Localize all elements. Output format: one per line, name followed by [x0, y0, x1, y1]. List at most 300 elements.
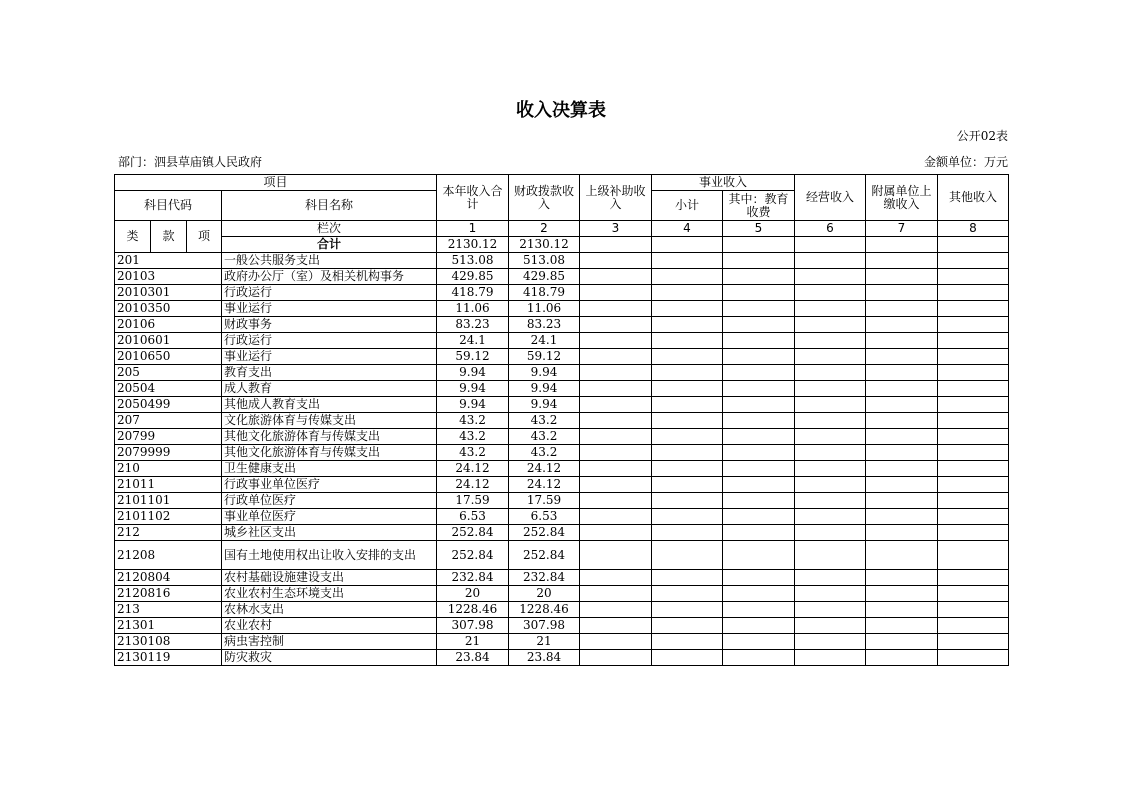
subject-name: 城乡社区支出: [222, 525, 437, 541]
empty-cell: [938, 586, 1009, 602]
subject-name: 卫生健康支出: [222, 461, 437, 477]
empty-cell: [938, 570, 1009, 586]
empty-cell: [580, 333, 652, 349]
empty-cell: [938, 634, 1009, 650]
table-row: [115, 461, 1009, 477]
subject-name: 文化旅游体育与传媒支出: [222, 413, 437, 429]
subject-code: 212: [115, 525, 222, 541]
header-lei: 类: [115, 221, 151, 253]
empty-cell: [938, 333, 1009, 349]
subject-name: 政府办公厅（室）及相关机构事务: [222, 269, 437, 285]
subject-name: 其他成人教育支出: [222, 397, 437, 413]
empty-cell: [580, 413, 652, 429]
empty-cell: [723, 650, 795, 666]
fiscal-cell: 9.94: [509, 397, 580, 413]
empty-cell: [866, 301, 938, 317]
empty-cell: [580, 269, 652, 285]
header-business: 事业收入: [652, 175, 795, 191]
subject-code: 20504: [115, 381, 222, 397]
empty-cell: [795, 618, 866, 634]
empty-cell: [795, 429, 866, 445]
empty-cell: [866, 269, 938, 285]
table-row: [115, 525, 1009, 541]
total-income-cell: 418.79: [437, 285, 509, 301]
empty-cell: [580, 477, 652, 493]
empty-cell: [580, 317, 652, 333]
empty-cell: [866, 445, 938, 461]
subject-name: 成人教育: [222, 381, 437, 397]
empty-cell: [795, 349, 866, 365]
empty-cell: [866, 525, 938, 541]
total-income-cell: 17.59: [437, 493, 509, 509]
fiscal-cell: 1228.46: [509, 602, 580, 618]
empty-cell: [866, 317, 938, 333]
empty-cell: [652, 269, 723, 285]
empty-cell: [795, 650, 866, 666]
empty-cell: [866, 381, 938, 397]
table-row: [115, 634, 1009, 650]
empty-cell: [723, 349, 795, 365]
empty-cell: [723, 301, 795, 317]
fiscal-cell: 83.23: [509, 317, 580, 333]
fiscal-cell: 252.84: [509, 541, 580, 570]
empty-cell: [795, 586, 866, 602]
empty-cell: [580, 397, 652, 413]
empty-cell: [723, 429, 795, 445]
empty-cell: [795, 365, 866, 381]
header-total-income: 本年收入合计: [437, 175, 509, 221]
empty-cell: [652, 381, 723, 397]
empty-cell: [866, 461, 938, 477]
total-income-cell: 24.12: [437, 477, 509, 493]
empty-cell: [938, 413, 1009, 429]
empty-cell: [938, 602, 1009, 618]
header-project: 项目: [115, 175, 437, 191]
empty-cell: [866, 541, 938, 570]
fiscal-cell: 232.84: [509, 570, 580, 586]
table-row: [115, 253, 1009, 269]
empty-cell: [938, 618, 1009, 634]
header-operating: 经营收入: [795, 175, 866, 221]
empty-cell: [723, 317, 795, 333]
empty-cell: [580, 301, 652, 317]
total-income-cell: 21: [437, 634, 509, 650]
empty-cell: [652, 349, 723, 365]
empty-cell: [795, 333, 866, 349]
empty-cell: [938, 509, 1009, 525]
total-income-cell: 24.1: [437, 333, 509, 349]
table-row: [115, 349, 1009, 365]
table-row: [115, 397, 1009, 413]
empty-cell: [723, 445, 795, 461]
total-income-cell: 9.94: [437, 381, 509, 397]
table-row: [115, 541, 1009, 570]
empty-cell: [652, 317, 723, 333]
header-code: 科目代码: [115, 191, 222, 221]
col-num: 1: [437, 221, 509, 237]
subject-name: 行政事业单位医疗: [222, 477, 437, 493]
empty-cell: [866, 253, 938, 269]
subject-name: 防灾救灾: [222, 650, 437, 666]
subject-name: 农村基础设施建设支出: [222, 570, 437, 586]
fiscal-cell: 6.53: [509, 509, 580, 525]
empty-cell: [795, 525, 866, 541]
subject-code: 2010601: [115, 333, 222, 349]
empty-cell: [652, 570, 723, 586]
total-income-cell: 59.12: [437, 349, 509, 365]
col-num: 6: [795, 221, 866, 237]
empty-cell: [866, 397, 938, 413]
empty-cell: [723, 541, 795, 570]
total-income-cell: 43.2: [437, 413, 509, 429]
empty-cell: [723, 525, 795, 541]
empty-cell: [723, 333, 795, 349]
empty-cell: [795, 541, 866, 570]
empty-cell: [795, 269, 866, 285]
subject-name: 财政事务: [222, 317, 437, 333]
total-income-cell: 23.84: [437, 650, 509, 666]
empty-cell: [795, 461, 866, 477]
subject-code: 20799: [115, 429, 222, 445]
table-row: [115, 570, 1009, 586]
table-row: [115, 269, 1009, 285]
empty-cell: [652, 618, 723, 634]
header-xiang: 项: [187, 221, 222, 253]
total-income-cell: 1228.46: [437, 602, 509, 618]
table-row: [115, 301, 1009, 317]
total-row: [115, 237, 1009, 253]
empty-cell: [938, 381, 1009, 397]
empty-cell: [652, 429, 723, 445]
total-income-cell: 43.2: [437, 429, 509, 445]
empty-cell: [938, 253, 1009, 269]
fiscal-cell: 429.85: [509, 269, 580, 285]
empty-cell: [938, 461, 1009, 477]
fiscal-cell: 20: [509, 586, 580, 602]
subject-code: 210: [115, 461, 222, 477]
empty-cell: [795, 509, 866, 525]
empty-cell: [866, 586, 938, 602]
table-row: [115, 477, 1009, 493]
subject-code: 213: [115, 602, 222, 618]
total-income-cell: 307.98: [437, 618, 509, 634]
total-income-cell: 11.06: [437, 301, 509, 317]
subject-name: 病虫害控制: [222, 634, 437, 650]
subject-code: 2050499: [115, 397, 222, 413]
empty-cell: [938, 445, 1009, 461]
empty-cell: [866, 285, 938, 301]
empty-cell: [580, 445, 652, 461]
empty-cell: [652, 477, 723, 493]
empty-cell: [580, 618, 652, 634]
empty-cell: [652, 461, 723, 477]
total-income-cell: 9.94: [437, 397, 509, 413]
empty-cell: [938, 269, 1009, 285]
empty-cell: [795, 602, 866, 618]
empty-cell: [723, 602, 795, 618]
empty-cell: [580, 525, 652, 541]
table-row: [115, 413, 1009, 429]
header-other: 其他收入: [938, 175, 1009, 221]
empty-cell: [795, 381, 866, 397]
empty-cell: [866, 365, 938, 381]
subject-code: 207: [115, 413, 222, 429]
empty-cell: [866, 570, 938, 586]
fiscal-cell: 43.2: [509, 429, 580, 445]
empty-cell: [580, 509, 652, 525]
subject-name: 农林水支出: [222, 602, 437, 618]
empty-cell: [723, 413, 795, 429]
subject-name: 行政运行: [222, 285, 437, 301]
empty-cell: [795, 413, 866, 429]
subject-code: 2010301: [115, 285, 222, 301]
table-row: [115, 317, 1009, 333]
total-income-cell: 252.84: [437, 541, 509, 570]
subject-code: 2120804: [115, 570, 222, 586]
subject-name: 事业单位医疗: [222, 509, 437, 525]
header-lanci: 栏次: [222, 221, 437, 237]
subject-code: 2010350: [115, 301, 222, 317]
header-edu-fee: 其中：教育收费: [723, 191, 795, 221]
empty-cell: [938, 317, 1009, 333]
empty-cell: [723, 461, 795, 477]
subject-code: 21208: [115, 541, 222, 570]
table-row: [115, 381, 1009, 397]
empty-cell: [723, 365, 795, 381]
table-row: [115, 586, 1009, 602]
empty-cell: [795, 570, 866, 586]
empty-cell: [795, 301, 866, 317]
col-num: 8: [938, 221, 1009, 237]
fiscal-cell: 43.2: [509, 445, 580, 461]
empty-cell: [652, 541, 723, 570]
subject-name: 国有土地使用权出让收入安排的支出: [222, 541, 437, 570]
subject-code: 20106: [115, 317, 222, 333]
empty-cell: [938, 349, 1009, 365]
empty-cell: [580, 381, 652, 397]
subject-name: 农业农村: [222, 618, 437, 634]
empty-cell: [795, 397, 866, 413]
empty-cell: [795, 634, 866, 650]
empty-cell: [866, 413, 938, 429]
empty-cell: [795, 317, 866, 333]
empty-cell: [723, 634, 795, 650]
empty-cell: [580, 461, 652, 477]
subject-name: 行政单位医疗: [222, 493, 437, 509]
fiscal-cell: 513.08: [509, 253, 580, 269]
empty-cell: [938, 525, 1009, 541]
subject-name: 其他文化旅游体育与传媒支出: [222, 429, 437, 445]
header-name: 科目名称: [222, 191, 437, 221]
empty-cell: [580, 570, 652, 586]
col-num: 3: [580, 221, 652, 237]
empty-cell: [938, 301, 1009, 317]
empty-cell: [580, 650, 652, 666]
empty-cell: [723, 477, 795, 493]
empty-cell: [866, 618, 938, 634]
subject-code: 20103: [115, 269, 222, 285]
fiscal-cell: 24.12: [509, 461, 580, 477]
subject-code: 2101101: [115, 493, 222, 509]
empty-cell: [723, 586, 795, 602]
subject-name: 其他文化旅游体育与传媒支出: [222, 445, 437, 461]
empty-cell: [652, 445, 723, 461]
empty-cell: [795, 445, 866, 461]
empty-cell: [795, 285, 866, 301]
empty-cell: [580, 586, 652, 602]
empty-cell: [723, 285, 795, 301]
subject-name: 教育支出: [222, 365, 437, 381]
table-row: [115, 509, 1009, 525]
empty-cell: [723, 397, 795, 413]
empty-cell: [652, 285, 723, 301]
total-income-cell: 43.2: [437, 445, 509, 461]
fiscal-cell: 24.12: [509, 477, 580, 493]
header-superior: 上级补助收入: [580, 175, 652, 221]
empty-cell: [652, 253, 723, 269]
total-income-cell: 429.85: [437, 269, 509, 285]
subject-name: 农业农村生态环境支出: [222, 586, 437, 602]
empty-cell: [866, 634, 938, 650]
header-subtotal: 小计: [652, 191, 723, 221]
subject-code: 2130119: [115, 650, 222, 666]
col-num: 4: [652, 221, 723, 237]
total-income-cell: 252.84: [437, 525, 509, 541]
fiscal-cell: 59.12: [509, 349, 580, 365]
header-fiscal: 财政拨款收入: [509, 175, 580, 221]
subject-name: 事业运行: [222, 349, 437, 365]
col-num: 7: [866, 221, 938, 237]
empty-cell: [938, 650, 1009, 666]
empty-cell: [652, 333, 723, 349]
empty-cell: [795, 493, 866, 509]
empty-cell: [652, 586, 723, 602]
empty-cell: [938, 365, 1009, 381]
form-number: 公开02表: [956, 129, 1008, 143]
empty-cell: [866, 333, 938, 349]
empty-cell: [866, 429, 938, 445]
empty-cell: [866, 493, 938, 509]
subject-code: 201: [115, 253, 222, 269]
fiscal-cell: 418.79: [509, 285, 580, 301]
subject-code: 21301: [115, 618, 222, 634]
total-income-cell: 83.23: [437, 317, 509, 333]
table-row: [115, 429, 1009, 445]
subject-code: 2130108: [115, 634, 222, 650]
empty-cell: [580, 253, 652, 269]
header-affiliated: 附属单位上缴收入: [866, 175, 938, 221]
subject-code: 205: [115, 365, 222, 381]
total-income-cell: 20: [437, 586, 509, 602]
empty-cell: [723, 269, 795, 285]
empty-cell: [866, 349, 938, 365]
empty-cell: [652, 509, 723, 525]
subject-name: 一般公共服务支出: [222, 253, 437, 269]
total-amount: 2130.12: [437, 237, 509, 253]
table-row: [115, 445, 1009, 461]
total-label: 合计: [222, 237, 437, 253]
empty-cell: [938, 493, 1009, 509]
fiscal-cell: 307.98: [509, 618, 580, 634]
empty-cell: [580, 285, 652, 301]
empty-cell: [580, 541, 652, 570]
empty-cell: [866, 602, 938, 618]
total-income-cell: 9.94: [437, 365, 509, 381]
empty-cell: [652, 634, 723, 650]
department-label: 部门：泗县草庙镇人民政府: [118, 155, 263, 169]
table-row: [115, 333, 1009, 349]
table-row: [115, 650, 1009, 666]
empty-cell: [580, 429, 652, 445]
empty-cell: [652, 525, 723, 541]
empty-cell: [723, 618, 795, 634]
fiscal-cell: 17.59: [509, 493, 580, 509]
fiscal-cell: 11.06: [509, 301, 580, 317]
subject-code: 2120816: [115, 586, 222, 602]
empty-cell: [866, 477, 938, 493]
table-row: [115, 285, 1009, 301]
total-income-cell: 513.08: [437, 253, 509, 269]
col-num: 2: [509, 221, 580, 237]
subject-code: 2101102: [115, 509, 222, 525]
total-fiscal: 2130.12: [509, 237, 580, 253]
fiscal-cell: 43.2: [509, 413, 580, 429]
subject-name: 事业运行: [222, 301, 437, 317]
empty-cell: [652, 602, 723, 618]
total-income-cell: 232.84: [437, 570, 509, 586]
empty-cell: [938, 285, 1009, 301]
empty-cell: [723, 253, 795, 269]
table-row: [115, 365, 1009, 381]
empty-cell: [866, 650, 938, 666]
empty-cell: [580, 365, 652, 381]
empty-cell: [938, 397, 1009, 413]
fiscal-cell: 21: [509, 634, 580, 650]
fiscal-cell: 24.1: [509, 333, 580, 349]
table-row: [115, 602, 1009, 618]
empty-cell: [580, 493, 652, 509]
empty-cell: [795, 477, 866, 493]
col-num: 5: [723, 221, 795, 237]
fiscal-cell: 23.84: [509, 650, 580, 666]
empty-cell: [723, 570, 795, 586]
empty-cell: [938, 477, 1009, 493]
fiscal-cell: 252.84: [509, 525, 580, 541]
income-table: [114, 174, 1009, 666]
empty-cell: [938, 541, 1009, 570]
table-row: [115, 618, 1009, 634]
empty-cell: [723, 381, 795, 397]
empty-cell: [652, 397, 723, 413]
empty-cell: [938, 429, 1009, 445]
total-income-cell: 6.53: [437, 509, 509, 525]
page-title: 收入决算表: [516, 100, 606, 121]
empty-cell: [652, 365, 723, 381]
empty-cell: [580, 634, 652, 650]
total-income-cell: 24.12: [437, 461, 509, 477]
amount-unit-label: 金额单位：万元: [923, 155, 1008, 169]
empty-cell: [723, 493, 795, 509]
empty-cell: [866, 509, 938, 525]
empty-cell: [652, 301, 723, 317]
subject-code: 21011: [115, 477, 222, 493]
empty-cell: [723, 509, 795, 525]
table-row: [115, 493, 1009, 509]
empty-cell: [580, 602, 652, 618]
header-kuan: 款: [151, 221, 187, 253]
empty-cell: [795, 253, 866, 269]
empty-cell: [652, 493, 723, 509]
